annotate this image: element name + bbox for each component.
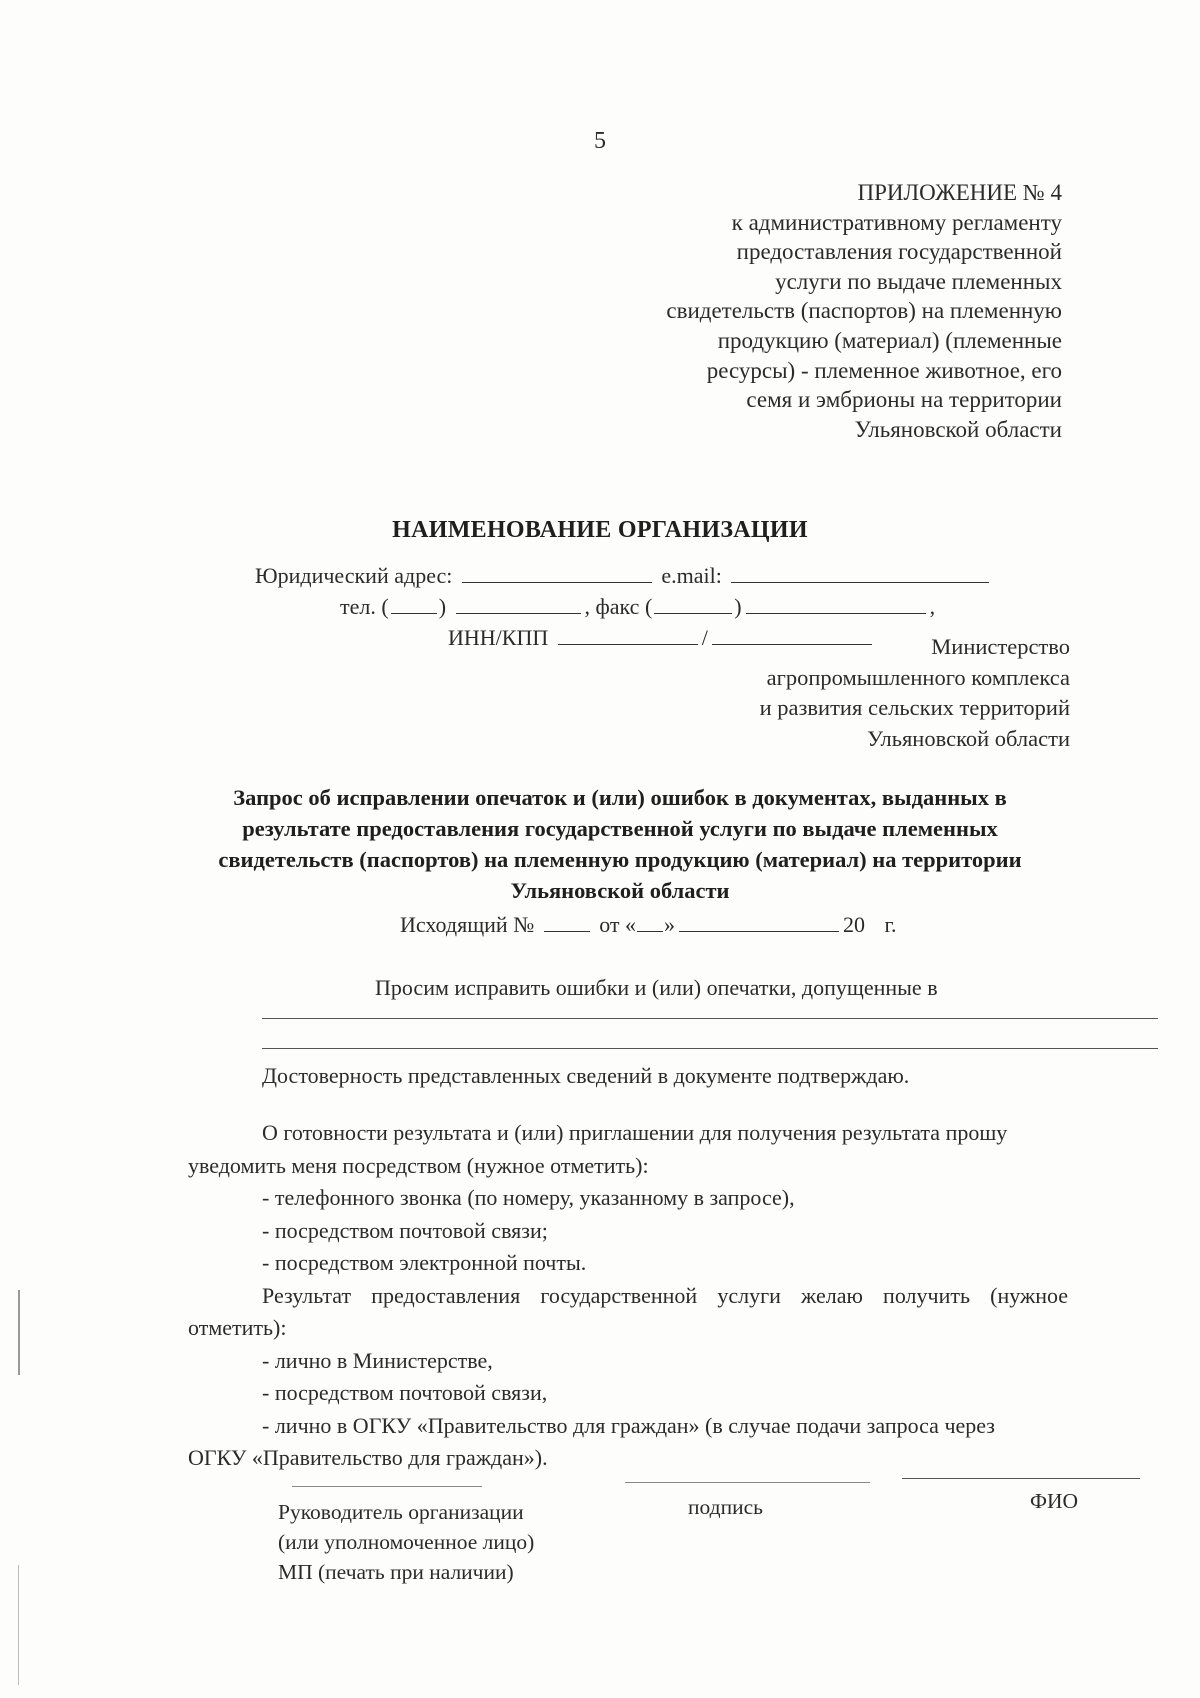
signature-line[interactable] bbox=[625, 1482, 870, 1483]
recipient-line: агропромышленного комплекса bbox=[766, 664, 1070, 690]
outgoing-quote-close: » bbox=[664, 912, 676, 937]
appendix-header bbox=[542, 178, 1062, 444]
email-label: e.mail: bbox=[661, 563, 722, 588]
appendix-line: к административному регламенту bbox=[731, 209, 1062, 235]
result-line: отметить): bbox=[188, 1315, 287, 1340]
request-text: Просим исправить ошибки и (или) опечатки, допущенные в bbox=[375, 975, 938, 1000]
legal-address-row bbox=[255, 563, 993, 589]
fio-line[interactable] bbox=[902, 1478, 1140, 1479]
phone-label: тел. ( bbox=[340, 594, 389, 619]
phone-close: ) bbox=[438, 594, 447, 619]
notify-line: О готовности результата и (или) приглашении для получения результата прошу bbox=[262, 1120, 1008, 1145]
notify-option: - посредством почтовой связи; bbox=[262, 1217, 548, 1243]
outgoing-number-row bbox=[400, 912, 897, 938]
scan-margin-mark bbox=[18, 1290, 20, 1375]
head-block bbox=[278, 1497, 534, 1587]
phone-number-field[interactable] bbox=[456, 612, 581, 614]
appendix-line: ресурсы) - племенное животное, его bbox=[706, 357, 1062, 383]
request-blank-line-1[interactable] bbox=[262, 1018, 1158, 1019]
fax-label: , факс ( bbox=[584, 594, 653, 619]
appendix-line: предоставления государственной bbox=[736, 239, 1062, 265]
legal-address-label: Юридический адрес: bbox=[255, 563, 453, 588]
request-blank-line-2[interactable] bbox=[262, 1048, 1158, 1049]
result-line: Результат предоставления государственной услуги желаю получить (нужное bbox=[262, 1282, 1068, 1308]
request-title-line: свидетельств (паспортов) на племенную продукцию (материал) на территории bbox=[218, 847, 1022, 872]
request-title-line: Ульяновской области bbox=[510, 878, 730, 903]
legal-address-field[interactable] bbox=[462, 581, 652, 583]
organization-title: НАИМЕНОВАНИЕ ОРГАНИЗАЦИИ bbox=[392, 517, 808, 543]
recipient-line: Ульяновской области bbox=[867, 725, 1070, 751]
phone-code-field[interactable] bbox=[391, 612, 437, 614]
inn-label: ИНН/КПП bbox=[448, 625, 549, 650]
fax-comma: , bbox=[929, 594, 936, 619]
request-title-line: Запрос об исправлении опечаток и (или) ошибок в документах, выданных в bbox=[233, 785, 1007, 810]
result-option: ОГКУ «Правительство для граждан»). bbox=[188, 1445, 548, 1470]
appendix-line: услуги по выдаче племенных bbox=[775, 268, 1062, 294]
outgoing-from: от « bbox=[599, 912, 637, 937]
appendix-line: свидетельств (паспортов) на племенную bbox=[666, 298, 1062, 324]
outgoing-day-field[interactable] bbox=[637, 930, 663, 932]
notify-line: уведомить меня посредством (нужное отметить): bbox=[188, 1152, 649, 1178]
outgoing-label: Исходящий № bbox=[400, 912, 535, 937]
result-option: - посредством почтовой связи, bbox=[262, 1380, 548, 1405]
head-line: Руководитель организации bbox=[278, 1500, 524, 1524]
fio-label: ФИО bbox=[1030, 1489, 1079, 1513]
appendix-line: семя и эмбрионы на территории bbox=[746, 387, 1062, 413]
head-signature-line[interactable] bbox=[292, 1486, 482, 1487]
year-suffix: г. bbox=[884, 912, 897, 937]
appendix-line: ПРИЛОЖЕНИЕ № 4 bbox=[857, 180, 1062, 205]
head-line: МП (печать при наличии) bbox=[278, 1560, 514, 1584]
appendix-line: продукцию (материал) (племенные bbox=[717, 327, 1062, 353]
phone-fax-row bbox=[340, 594, 935, 620]
email-field[interactable] bbox=[731, 581, 989, 583]
outgoing-month-field[interactable] bbox=[679, 930, 839, 932]
recipient-line: Министерство bbox=[931, 634, 1070, 659]
fax-close: ) bbox=[734, 594, 742, 619]
request-title bbox=[180, 782, 1060, 906]
result-option: - лично в ОГКУ «Правительство для граждан» (в случае подачи запроса через bbox=[262, 1412, 995, 1438]
result-option: - лично в Министерстве, bbox=[262, 1347, 493, 1373]
year-prefix: 20 bbox=[843, 912, 866, 937]
recipient-line: и развития сельских территорий bbox=[759, 695, 1070, 720]
head-line: (или уполномоченное лицо) bbox=[278, 1530, 535, 1554]
notify-option: - посредством электронной почты. bbox=[262, 1250, 587, 1275]
fax-code-field[interactable] bbox=[654, 612, 732, 614]
signature-label: подпись bbox=[688, 1495, 763, 1519]
inn-slash: / bbox=[701, 625, 708, 650]
notify-section bbox=[188, 1117, 1068, 1475]
request-title-line: результате предоставления государственной услуги по выдаче племенных bbox=[242, 816, 998, 841]
confirm-text: Достоверность представленных сведений в документе подтверждаю. bbox=[262, 1063, 910, 1088]
notify-option: - телефонного звонка (по номеру, указанному в запросе), bbox=[262, 1185, 795, 1210]
recipient-block bbox=[610, 632, 1070, 754]
scan-margin-mark bbox=[18, 1565, 19, 1685]
page-number: 5 bbox=[594, 128, 606, 154]
appendix-line: Ульяновской области bbox=[854, 416, 1062, 442]
fax-number-field[interactable] bbox=[746, 612, 926, 614]
outgoing-number-field[interactable] bbox=[544, 930, 590, 932]
